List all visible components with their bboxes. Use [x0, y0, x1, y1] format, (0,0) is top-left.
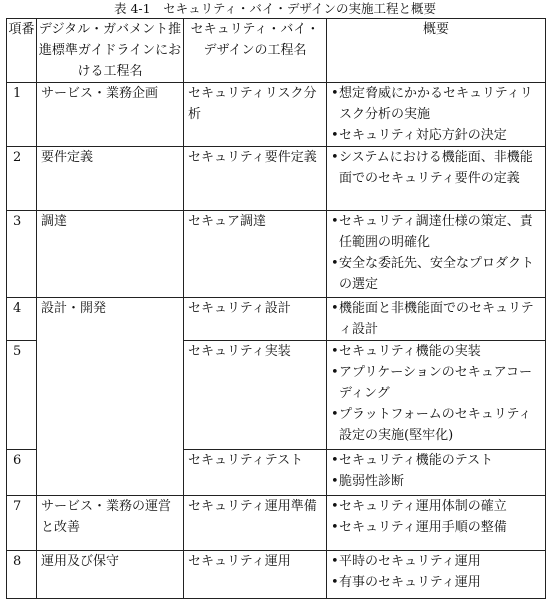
sbd-process-name: セキュリティ設計 — [184, 298, 327, 341]
summary-cell — [327, 298, 546, 341]
summary-cell — [327, 450, 546, 496]
summary-cell — [327, 211, 546, 298]
summary-cell — [327, 341, 546, 450]
process-name: 調達 — [37, 211, 184, 298]
summary-item: • 有事のセキュリティ運用 — [331, 572, 543, 593]
header-process: デジタル・ガバメント推進標準ガイドラインにおける工程名 — [37, 19, 184, 83]
process-table — [6, 18, 546, 599]
row-number: 5 — [7, 341, 37, 450]
table-row — [7, 551, 546, 599]
process-name: 設計・開発 — [37, 298, 184, 496]
sbd-process-name: セキュリティ運用準備 — [184, 496, 327, 551]
table-row — [7, 83, 546, 147]
summary-item: • アプリケーションのセキュアコーディング — [331, 362, 543, 404]
row-number: 7 — [7, 496, 37, 551]
table-caption: 表 4-1 セキュリティ・バイ・デザインの実施工程と概要 — [114, 1, 436, 16]
table-row — [7, 496, 546, 551]
table-row — [7, 147, 546, 211]
summary-item: • セキュリティ調達仕様の策定、責任範囲の明確化 — [331, 211, 543, 253]
process-name: 運用及び保守 — [37, 551, 184, 599]
summary-item: • 安全な委託先、安全なプロダクトの選定 — [331, 253, 543, 295]
row-number: 3 — [7, 211, 37, 298]
summary-item: • セキュリティ運用体制の確立 — [331, 496, 543, 517]
sbd-process-name: セキュリティリスク分析 — [184, 83, 327, 147]
process-name: 要件定義 — [37, 147, 184, 211]
summary-cell — [327, 147, 546, 211]
row-number: 1 — [7, 83, 37, 147]
header-summary: 概要 — [327, 19, 546, 83]
row-number: 2 — [7, 147, 37, 211]
row-number: 6 — [7, 450, 37, 496]
sbd-process-name: セキュア調達 — [184, 211, 327, 298]
summary-item: • セキュリティ機能のテスト — [331, 450, 543, 471]
summary-cell — [327, 83, 546, 147]
header-no: 項番 — [7, 19, 37, 83]
summary-item: • セキュリティ機能の実装 — [331, 341, 543, 362]
sbd-process-name: セキュリティ要件定義 — [184, 147, 327, 211]
header-row — [7, 19, 546, 83]
summary-item: • セキュリティ運用手順の整備 — [331, 517, 543, 538]
summary-cell — [327, 551, 546, 599]
summary-item: • 平時のセキュリティ運用 — [331, 551, 543, 572]
summary-item: • システムにおける機能面、非機能面でのセキュリティ要件の定義 — [331, 147, 543, 189]
summary-item: • 想定脅威にかかるセキュリティリスク分析の実施 — [331, 83, 543, 125]
table-row — [7, 211, 546, 298]
sbd-process-name: セキュリティテスト — [184, 450, 327, 496]
sbd-process-name: セキュリティ運用 — [184, 551, 327, 599]
process-name: サービス・業務の運営と改善 — [37, 496, 184, 551]
row-number: 4 — [7, 298, 37, 341]
sbd-process-name: セキュリティ実装 — [184, 341, 327, 450]
summary-item: • セキュリティ対応方針の決定 — [331, 125, 543, 146]
process-name: サービス・業務企画 — [37, 83, 184, 147]
summary-cell — [327, 496, 546, 551]
header-sbd: セキュリティ・バイ・デザインの工程名 — [184, 19, 327, 83]
summary-item: • 脆弱性診断 — [331, 471, 543, 492]
summary-item: • プラットフォームのセキュリティ設定の実施(堅牢化) — [331, 404, 543, 446]
summary-item: • 機能面と非機能面でのセキュリティ設計 — [331, 298, 543, 340]
table-row — [7, 298, 546, 341]
row-number: 8 — [7, 551, 37, 599]
